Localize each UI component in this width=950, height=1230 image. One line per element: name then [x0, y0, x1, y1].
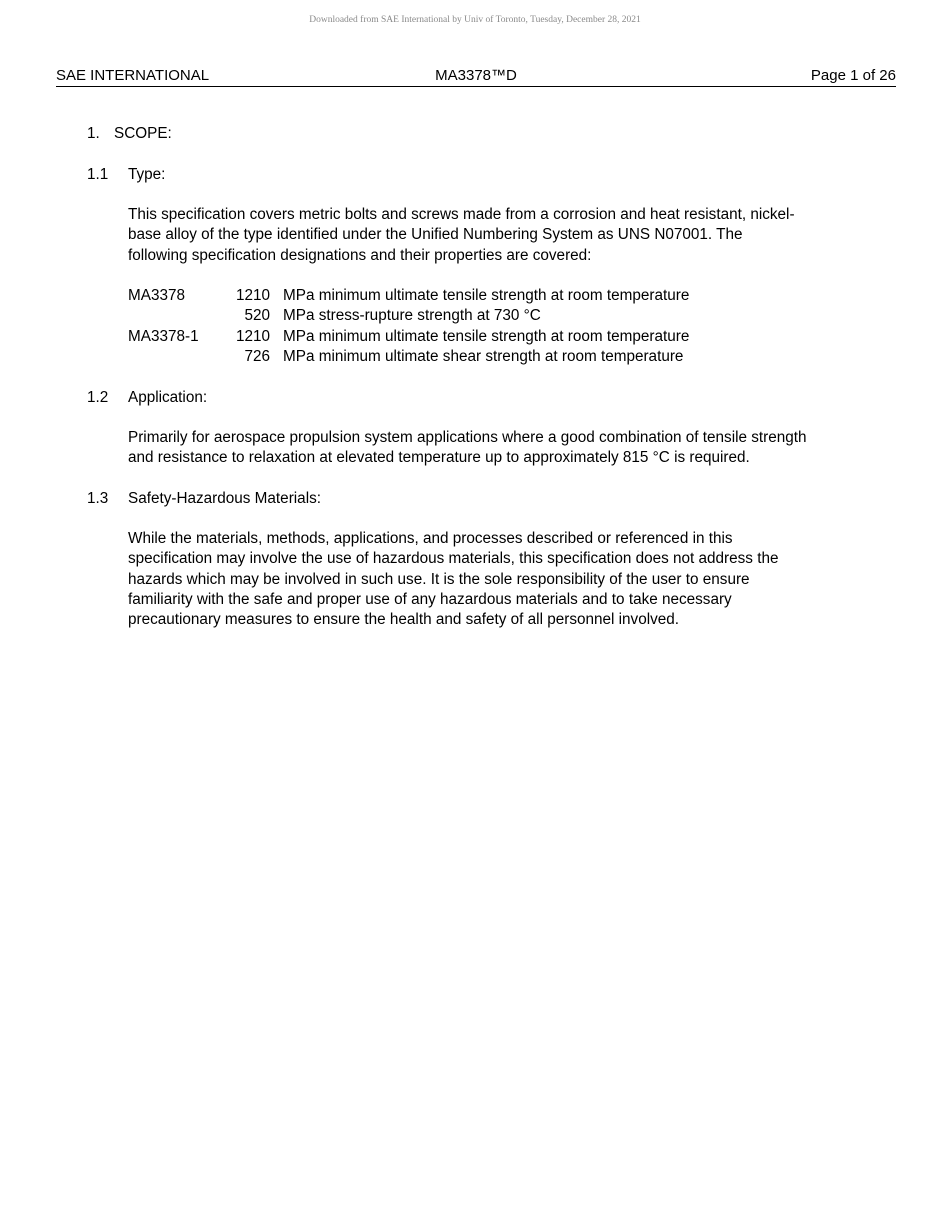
type-paragraph	[128, 205, 888, 266]
designation-row	[128, 306, 888, 326]
designation-row	[128, 286, 888, 306]
section-title: Application:	[128, 389, 208, 406]
designation-text: MPa minimum ultimate tensile strength at room temperature	[283, 287, 690, 304]
section-number: 1.3	[87, 490, 109, 507]
paragraph-line: This specification covers metric bolts and screws made from a corrosion and heat resistant, nickel-	[128, 206, 795, 223]
designation-value: 520	[244, 307, 270, 324]
header-page-number: Page 1 of 26	[810, 67, 896, 84]
section-title: SCOPE:	[114, 125, 172, 142]
section-title: Safety-Hazardous Materials:	[128, 490, 321, 507]
page-header	[56, 66, 896, 87]
header-organization: SAE INTERNATIONAL	[56, 67, 210, 84]
designation-value: 726	[244, 348, 270, 365]
paragraph-line: Primarily for aerospace propulsion system applications where a good combination of tensile strength	[128, 429, 807, 446]
application-paragraph	[128, 428, 888, 469]
paragraph-line: While the materials, methods, applications, and processes described or referenced in this	[128, 530, 733, 547]
section-number: 1.2	[87, 389, 109, 406]
designation-value: 1210	[235, 328, 270, 345]
section-number: 1.	[87, 125, 100, 142]
download-watermark: Downloaded from SAE International by Univ of Toronto, Tuesday, December 28, 2021	[309, 15, 641, 25]
designation-code: MA3378	[128, 287, 185, 304]
section-title: Type:	[128, 166, 166, 183]
designation-row	[128, 327, 888, 347]
designation-text: MPa minimum ultimate shear strength at room temperature	[283, 348, 684, 365]
designation-code: MA3378-1	[128, 328, 199, 345]
designation-text: MPa stress-rupture strength at 730 °C	[283, 307, 541, 324]
paragraph-line: base alloy of the type identified under the Unified Numbering System as UNS N07001. The	[128, 226, 743, 244]
paragraph-line: hazards which may be involved in such use. It is the sole responsibility of the user to ensure	[128, 570, 750, 588]
paragraph-line: specification may involve the use of hazardous materials, this specification does not address the	[128, 550, 779, 568]
header-document-number: MA3378™D	[435, 67, 517, 84]
designation-text: MPa minimum ultimate tensile strength at room temperature	[283, 328, 690, 345]
paragraph-line: and resistance to relaxation at elevated temperature up to approximately 815 °C is required.	[128, 449, 750, 467]
paragraph-line: following specification designations and their properties are covered:	[128, 246, 592, 264]
section-number: 1.1	[87, 166, 109, 183]
designation-row	[128, 347, 888, 367]
safety-paragraph	[128, 529, 888, 630]
designation-value: 1210	[235, 287, 270, 304]
paragraph-line: familiarity with the safe and proper use of any hazardous materials and to take necessary	[128, 590, 732, 608]
paragraph-line: precautionary measures to ensure the health and safety of all personnel involved.	[128, 611, 680, 629]
